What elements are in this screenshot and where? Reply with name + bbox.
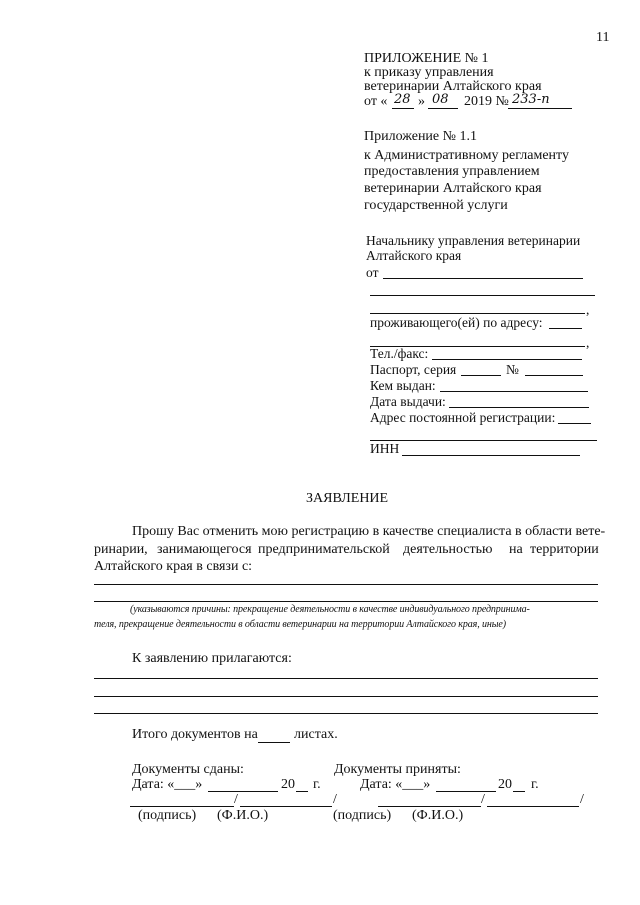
addressee-from: от [366,265,379,280]
statement-p1-l2-e: на [509,542,523,557]
addressee-phone: Тел./факс: [370,346,429,361]
addressee-line1: Начальнику управления ветеринарии [366,233,581,248]
statement-p1-l2-d: деятельностью [403,542,493,557]
statement-p1-line3: Алтайского края в связи с: [94,559,253,574]
signatures-accepted: Документы приняты: [334,762,461,777]
addressee-issued-by: Кем выдан: [370,378,436,393]
appendix1-month: 08 [432,92,449,107]
appendix1-mid: » [418,94,425,109]
signatures-slash-right2: / [580,792,584,807]
statement-title: ЗАЯВЛЕНИЕ [306,491,389,506]
addressee-reg-address: Адрес постоянной регистрации: [370,410,556,425]
statement-attached: К заявлению прилагаются: [132,651,292,666]
addressee-passport-no: № [506,362,519,377]
statement-total-suffix: листах. [294,727,338,742]
appendix11-line1: к Административному регламенту [364,148,569,163]
signatures-submitted: Документы сданы: [132,762,244,777]
signatures-signature-right: (подпись) [333,808,392,823]
addressee-line2: Алтайского края [366,248,462,263]
addressee-comma2: , [586,335,590,350]
addressee-inn: ИНН [370,441,400,456]
appendix11-line4: государственной услуги [364,198,508,213]
signatures-year20-left: 20 [281,777,295,792]
appendix11-line3: ветеринарии Алтайского края [364,181,542,196]
statement-p1-l2-f: территории [530,542,599,557]
addressee-issue-date: Дата выдачи: [370,394,446,409]
statement-p1-l2-a: ринарии, [94,542,148,557]
signatures-fio-left: (Ф.И.О.) [217,808,269,823]
signatures-fio-right: (Ф.И.О.) [412,808,464,823]
addressee-residing: проживающего(ей) по адресу: [370,315,543,330]
appendix1-number: 233-п [512,92,550,107]
appendix11-line2: предоставления управлением [364,164,540,179]
signatures-g-left: г. [313,777,321,792]
statement-p1-l2-c: предпринимательской [258,542,390,557]
appendix1-day: 28 [394,92,411,107]
statement-note-line2: теля, прекращение деятельности в области ветеринарии на территории Алтайского края, иные) [94,619,507,630]
signatures-year20-right: 20 [498,777,512,792]
appendix1-line1: к приказу управления [364,65,494,80]
signatures-date-right: Дата: «___» [360,777,431,792]
statement-p1-l2-b: занимающегося [157,542,252,557]
signatures-signature-left: (подпись) [138,808,197,823]
appendix11-title: Приложение № 1.1 [364,129,477,144]
statement-total-prefix: Итого документов на [132,727,258,742]
signatures-slash-left1: / [234,792,238,807]
appendix1-title: ПРИЛОЖЕНИЕ № 1 [364,51,489,66]
signatures-slash-left2: / [333,792,337,807]
statement-p1-line1: Прошу Вас отменить мою регистрацию в качестве специалиста в области вете- [132,524,606,539]
appendix1-year: 2019 № [464,94,509,109]
appendix1-from-prefix: от « [364,94,388,109]
addressee-passport: Паспорт, серия [370,362,457,377]
statement-note-line1: (указываются причины: прекращение деятельности в качестве индивидуального предпринима- [130,604,530,615]
page-number: 11 [596,30,610,45]
appendix1-line2: ветеринарии Алтайского края [364,79,542,94]
signatures-slash-right1: / [481,792,485,807]
signatures-g-right: г. [531,777,539,792]
signatures-date-left: Дата: «___» [132,777,203,792]
addressee-comma1: , [586,302,590,317]
